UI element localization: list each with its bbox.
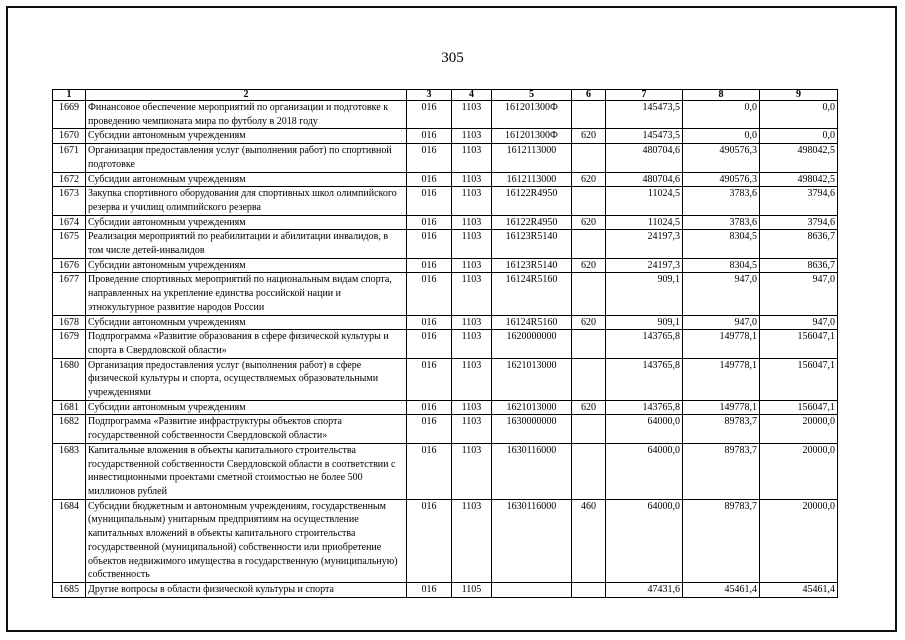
row-target-code: 16123R5140 [492,230,572,258]
column-header: 6 [572,90,606,101]
row-section-code: 1103 [452,129,492,144]
row-amount-col8: 0,0 [683,101,760,129]
row-amount-col9: 8636,7 [760,258,838,273]
column-header: 4 [452,90,492,101]
row-expense-type-code: 460 [572,499,606,582]
row-section-code: 1103 [452,187,492,215]
row-name: Подпрограмма «Развитие инфраструктуры объектов спорта государственной собственности Свердловской области» [86,415,407,443]
row-department-code: 016 [407,230,452,258]
row-amount-col9: 20000,0 [760,499,838,582]
row-amount-col9: 498042,5 [760,172,838,187]
row-department-code: 016 [407,358,452,400]
row-section-code: 1105 [452,582,492,597]
row-section-code: 1103 [452,230,492,258]
row-amount-col8: 3783,6 [683,187,760,215]
row-amount-col8: 45461,4 [683,582,760,597]
row-department-code: 016 [407,101,452,129]
table-row [53,582,838,597]
row-number: 1684 [53,499,86,582]
row-amount-col7: 480704,6 [606,144,683,172]
row-number: 1680 [53,358,86,400]
row-expense-type-code [572,358,606,400]
row-amount-col8: 947,0 [683,273,760,315]
table-row [53,230,838,258]
table-row [53,101,838,129]
row-department-code: 016 [407,330,452,358]
row-number: 1683 [53,443,86,499]
row-expense-type-code [572,273,606,315]
row-amount-col8: 490576,3 [683,144,760,172]
row-name: Субсидии автономным учреждениям [86,215,407,230]
row-number: 1673 [53,187,86,215]
row-name: Субсидии автономным учреждениям [86,400,407,415]
row-number: 1671 [53,144,86,172]
row-expense-type-code: 620 [572,400,606,415]
row-amount-col8: 89783,7 [683,499,760,582]
row-name: Другие вопросы в области физической культуры и спорта [86,582,407,597]
table-row [53,129,838,144]
row-section-code: 1103 [452,172,492,187]
row-name: Закупка спортивного оборудования для спортивных школ олимпийского резерва и училищ олимпийского резерва [86,187,407,215]
table-row [53,215,838,230]
column-header: 8 [683,90,760,101]
row-target-code: 1621013000 [492,358,572,400]
row-target-code: 16122R4950 [492,215,572,230]
row-amount-col7: 145473,5 [606,129,683,144]
row-target-code: 1612113000 [492,144,572,172]
row-section-code: 1103 [452,330,492,358]
row-amount-col9: 156047,1 [760,330,838,358]
row-section-code: 1103 [452,400,492,415]
row-department-code: 016 [407,172,452,187]
row-expense-type-code [572,582,606,597]
row-expense-type-code [572,187,606,215]
row-section-code: 1103 [452,499,492,582]
row-amount-col9: 0,0 [760,129,838,144]
row-amount-col7: 143765,8 [606,358,683,400]
row-amount-col9: 947,0 [760,315,838,330]
table-row [53,499,838,582]
table-row [53,187,838,215]
row-expense-type-code [572,330,606,358]
row-amount-col7: 143765,8 [606,400,683,415]
row-amount-col8: 8304,5 [683,258,760,273]
row-department-code: 016 [407,215,452,230]
table-row [53,258,838,273]
row-expense-type-code: 620 [572,129,606,144]
row-amount-col9: 3794,6 [760,215,838,230]
row-amount-col9: 0,0 [760,101,838,129]
column-header: 3 [407,90,452,101]
row-target-code: 1620000000 [492,330,572,358]
column-header: 5 [492,90,572,101]
column-header: 2 [86,90,407,101]
column-header: 7 [606,90,683,101]
row-number: 1672 [53,172,86,187]
row-amount-col7: 64000,0 [606,443,683,499]
row-amount-col7: 64000,0 [606,499,683,582]
row-expense-type-code [572,144,606,172]
row-amount-col7: 145473,5 [606,101,683,129]
row-amount-col9: 498042,5 [760,144,838,172]
row-number: 1674 [53,215,86,230]
row-section-code: 1103 [452,215,492,230]
row-number: 1678 [53,315,86,330]
row-amount-col8: 89783,7 [683,415,760,443]
row-amount-col7: 24197,3 [606,258,683,273]
row-target-code: 16122R4950 [492,187,572,215]
row-target-code: 16123R5140 [492,258,572,273]
row-section-code: 1103 [452,443,492,499]
row-amount-col9: 156047,1 [760,358,838,400]
row-expense-type-code: 620 [572,315,606,330]
header-row [53,90,838,101]
row-name: Организация предоставления услуг (выполнения работ) в сфере физической культуры и спорта, осуществляемых образовательными учреждениями [86,358,407,400]
row-number: 1685 [53,582,86,597]
row-department-code: 016 [407,443,452,499]
row-section-code: 1103 [452,101,492,129]
row-department-code: 016 [407,273,452,315]
row-section-code: 1103 [452,315,492,330]
row-number: 1679 [53,330,86,358]
row-number: 1677 [53,273,86,315]
row-number: 1675 [53,230,86,258]
row-name: Капитальные вложения в объекты капитального строительства государственной собственности Свердловской области в соответствии с инвестиционными проектами сметной стоимостью не более 500 миллионов рублей [86,443,407,499]
row-expense-type-code: 620 [572,258,606,273]
row-target-code: 1621013000 [492,400,572,415]
row-target-code: 161201300Ф [492,129,572,144]
row-number: 1669 [53,101,86,129]
row-department-code: 016 [407,499,452,582]
row-name: Субсидии автономным учреждениям [86,172,407,187]
column-header: 9 [760,90,838,101]
table-row [53,358,838,400]
row-amount-col7: 47431,6 [606,582,683,597]
row-expense-type-code: 620 [572,172,606,187]
row-target-code [492,582,572,597]
row-name: Субсидии бюджетным и автономным учреждениям, государственным (муниципальным) унитарным предприятиям на осуществление капитальных вложений в объекты капитального строительства государственной (муниципальной) собственности или приобретение объектов недвижимого имущества в государственную (муниципальную) собственность [86,499,407,582]
row-amount-col9: 20000,0 [760,415,838,443]
row-amount-col7: 909,1 [606,315,683,330]
row-amount-col7: 64000,0 [606,415,683,443]
row-amount-col7: 11024,5 [606,215,683,230]
row-department-code: 016 [407,315,452,330]
table-row [53,144,838,172]
row-name: Организация предоставления услуг (выполнения работ) по спортивной подготовке [86,144,407,172]
row-section-code: 1103 [452,258,492,273]
row-name: Субсидии автономным учреждениям [86,315,407,330]
row-amount-col8: 149778,1 [683,358,760,400]
budget-table [52,89,838,598]
row-amount-col7: 909,1 [606,273,683,315]
row-name: Подпрограмма «Развитие образования в сфере физической культуры и спорта в Свердловской области» [86,330,407,358]
row-number: 1676 [53,258,86,273]
row-amount-col7: 480704,6 [606,172,683,187]
row-number: 1682 [53,415,86,443]
row-name: Субсидии автономным учреждениям [86,129,407,144]
row-amount-col7: 143765,8 [606,330,683,358]
row-section-code: 1103 [452,273,492,315]
row-amount-col8: 89783,7 [683,443,760,499]
row-amount-col8: 149778,1 [683,330,760,358]
table-row [53,443,838,499]
row-name: Финансовое обеспечение мероприятий по организации и подготовке к проведению чемпионата мира по футболу в 2018 году [86,101,407,129]
column-header: 1 [53,90,86,101]
row-name: Субсидии автономным учреждениям [86,258,407,273]
row-expense-type-code: 620 [572,215,606,230]
row-target-code: 161201300Ф [492,101,572,129]
row-department-code: 016 [407,144,452,172]
row-amount-col9: 20000,0 [760,443,838,499]
row-expense-type-code [572,415,606,443]
row-target-code: 1630000000 [492,415,572,443]
row-amount-col8: 3783,6 [683,215,760,230]
row-amount-col9: 8636,7 [760,230,838,258]
row-target-code: 16124R5160 [492,273,572,315]
row-name: Проведение спортивных мероприятий по национальным видам спорта, направленных на укрепление единства российской нации и этнокультурное развитие народов России [86,273,407,315]
row-department-code: 016 [407,187,452,215]
row-number: 1670 [53,129,86,144]
table-row [53,273,838,315]
row-target-code: 1630116000 [492,443,572,499]
row-department-code: 016 [407,258,452,273]
row-target-code: 1630116000 [492,499,572,582]
row-department-code: 016 [407,582,452,597]
row-number: 1681 [53,400,86,415]
table-row [53,315,838,330]
row-department-code: 016 [407,129,452,144]
row-amount-col8: 490576,3 [683,172,760,187]
row-section-code: 1103 [452,144,492,172]
row-department-code: 016 [407,415,452,443]
page-number: 305 [441,50,464,66]
row-target-code: 16124R5160 [492,315,572,330]
row-target-code: 1612113000 [492,172,572,187]
row-expense-type-code [572,101,606,129]
row-section-code: 1103 [452,358,492,400]
row-amount-col7: 24197,3 [606,230,683,258]
table-row [53,172,838,187]
row-name: Реализация мероприятий по реабилитации и абилитации инвалидов, в том числе детей-инвалидов [86,230,407,258]
row-amount-col7: 11024,5 [606,187,683,215]
row-amount-col8: 0,0 [683,129,760,144]
table-body [53,101,838,598]
row-amount-col8: 149778,1 [683,400,760,415]
table-row [53,400,838,415]
row-amount-col8: 947,0 [683,315,760,330]
row-amount-col8: 8304,5 [683,230,760,258]
row-expense-type-code [572,443,606,499]
row-amount-col9: 3794,6 [760,187,838,215]
table-row [53,415,838,443]
table-row [53,330,838,358]
row-amount-col9: 45461,4 [760,582,838,597]
row-expense-type-code [572,230,606,258]
row-amount-col9: 947,0 [760,273,838,315]
row-amount-col9: 156047,1 [760,400,838,415]
row-section-code: 1103 [452,415,492,443]
row-department-code: 016 [407,400,452,415]
